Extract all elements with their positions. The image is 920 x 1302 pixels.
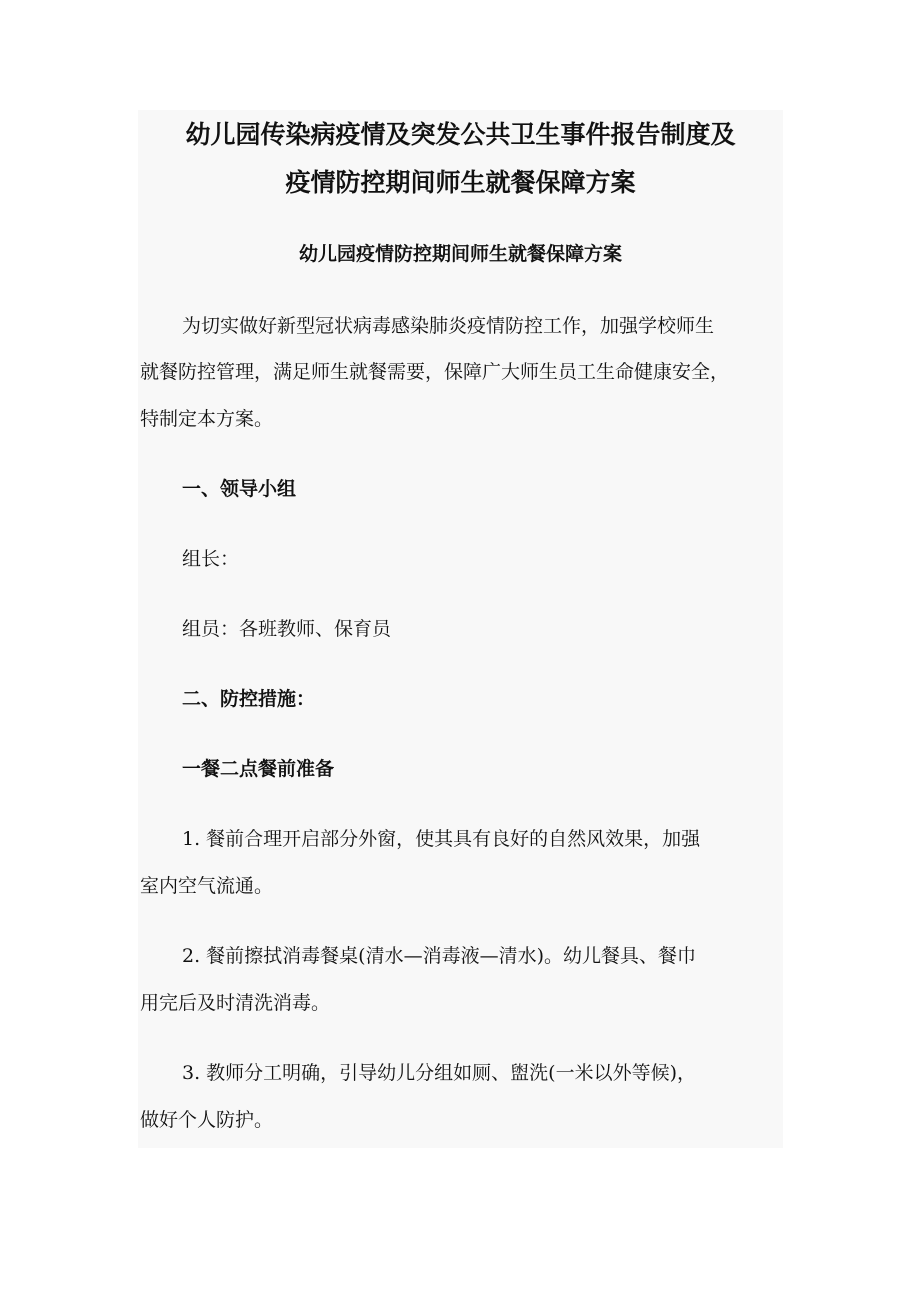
section-1-heading: 一、领导小组 bbox=[182, 478, 297, 500]
item-3-line-1: 3. 教师分工明确，引导幼儿分组如厕、盥洗(一米以外等候)， bbox=[182, 1062, 696, 1084]
item-2-line-1: 2. 餐前擦拭消毒餐桌(清水—消毒液—清水)。幼儿餐具、餐巾 bbox=[182, 945, 696, 967]
document-title-line-2: 疫情防控期间师生就餐保障方案 bbox=[285, 168, 636, 197]
item-2-line-2: 用完后及时清洗消毒。 bbox=[140, 992, 331, 1014]
item-1-line-1: 1. 餐前合理开启部分外窗，使其具有良好的自然风效果，加强 bbox=[182, 828, 701, 850]
intro-line-2: 就餐防控管理，满足师生就餐需要，保障广大师生员工生命健康安全， bbox=[140, 361, 730, 383]
intro-line-3: 特制定本方案。 bbox=[140, 408, 274, 430]
item-3-line-2: 做好个人防护。 bbox=[140, 1109, 274, 1131]
section-2-subheading: 一餐二点餐前准备 bbox=[182, 758, 335, 780]
section-2-heading: 二、防控措施： bbox=[182, 688, 316, 710]
item-1-line-2: 室内空气流通。 bbox=[140, 875, 274, 897]
document-subtitle: 幼儿园疫情防控期间师生就餐保障方案 bbox=[298, 243, 622, 265]
members-line: 组员：各班教师、保育员 bbox=[182, 618, 392, 640]
intro-line-1: 为切实做好新型冠状病毒感染肺炎疫情防控工作，加强学校师生 bbox=[182, 315, 715, 337]
document-title-line-1: 幼儿园传染病疫情及突发公共卫生事件报告制度及 bbox=[185, 120, 736, 149]
document-page bbox=[138, 110, 783, 1148]
leader-line: 组长： bbox=[182, 548, 240, 570]
